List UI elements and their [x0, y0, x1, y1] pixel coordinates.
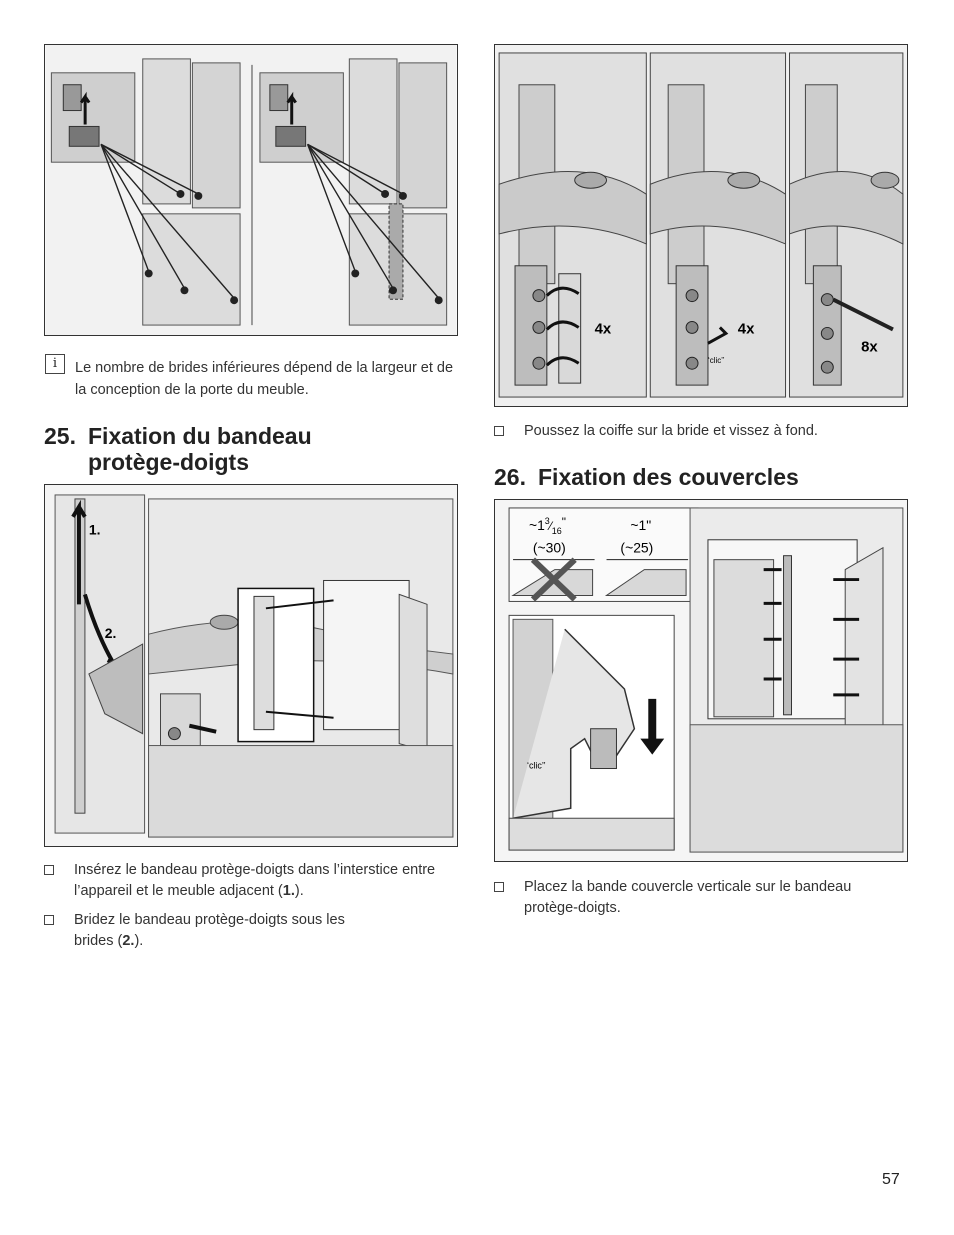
- page-number: 57: [882, 1171, 900, 1188]
- click-label: ‘clic’’: [707, 356, 725, 366]
- checkbox-icon: [44, 915, 54, 925]
- dim2-metric: (~25): [620, 539, 654, 556]
- step-2-label: 2.: [104, 625, 117, 642]
- panel-a: [499, 53, 646, 397]
- dim1-metric: (~30): [532, 539, 566, 556]
- dim1-imperial: $\sim 1^3⁄_{16}$": [528, 514, 566, 536]
- section-25-bullet-1: Insérez le bandeau protège-doigts dans l’interstice entre l’appareil et le meuble adjacent (1.).: [44, 860, 454, 902]
- section-25-title-line1: Fixation du bandeau: [88, 423, 312, 449]
- panel-b: [650, 53, 785, 397]
- count-8x-label: 8x: [861, 339, 878, 356]
- section-25-title-line2: protège-doigts: [88, 449, 249, 475]
- section-26-title: Fixation des couvercles: [538, 464, 799, 490]
- checkbox-icon: [494, 882, 504, 892]
- info-note: Le nombre de brides inférieures dépend de la largeur et de la conception de la porte du meuble.: [75, 360, 454, 398]
- section-26-heading: [494, 464, 904, 490]
- dim2-imperial: ~1": [630, 516, 652, 533]
- section-26-number: 26.: [494, 464, 526, 490]
- step-ref-2: 2.: [122, 933, 135, 949]
- section-25-number: 25.: [44, 423, 76, 449]
- count-4x-label: 4x: [594, 321, 612, 338]
- count-4x-label-b: 4x: [737, 321, 755, 338]
- figure-cap-screwing: [494, 44, 908, 407]
- checkbox-icon: [494, 426, 504, 436]
- figure-bracket-positions: [44, 44, 458, 336]
- checkbox-icon: [44, 865, 54, 875]
- section-26-bullet: Placez la bande couvercle verticale sur le bandeau protège-doigts.: [494, 877, 904, 919]
- step-ref-1: 1.: [282, 883, 295, 899]
- figure-cover-install: [494, 499, 908, 862]
- panel-c: [790, 53, 903, 397]
- click-label-26: ‘clic’’: [526, 760, 546, 771]
- section-25-bullet-2: Bridez le bandeau protège-doigts sous les brides (2.).: [44, 910, 384, 952]
- section-25-heading: [44, 423, 454, 475]
- figure-finger-guard-install: [44, 484, 458, 847]
- step-1-label: 1.: [88, 521, 101, 538]
- top-right-bullet: Poussez la coiffe sur la bride et vissez à fond.: [494, 421, 904, 442]
- info-icon: i: [45, 354, 65, 374]
